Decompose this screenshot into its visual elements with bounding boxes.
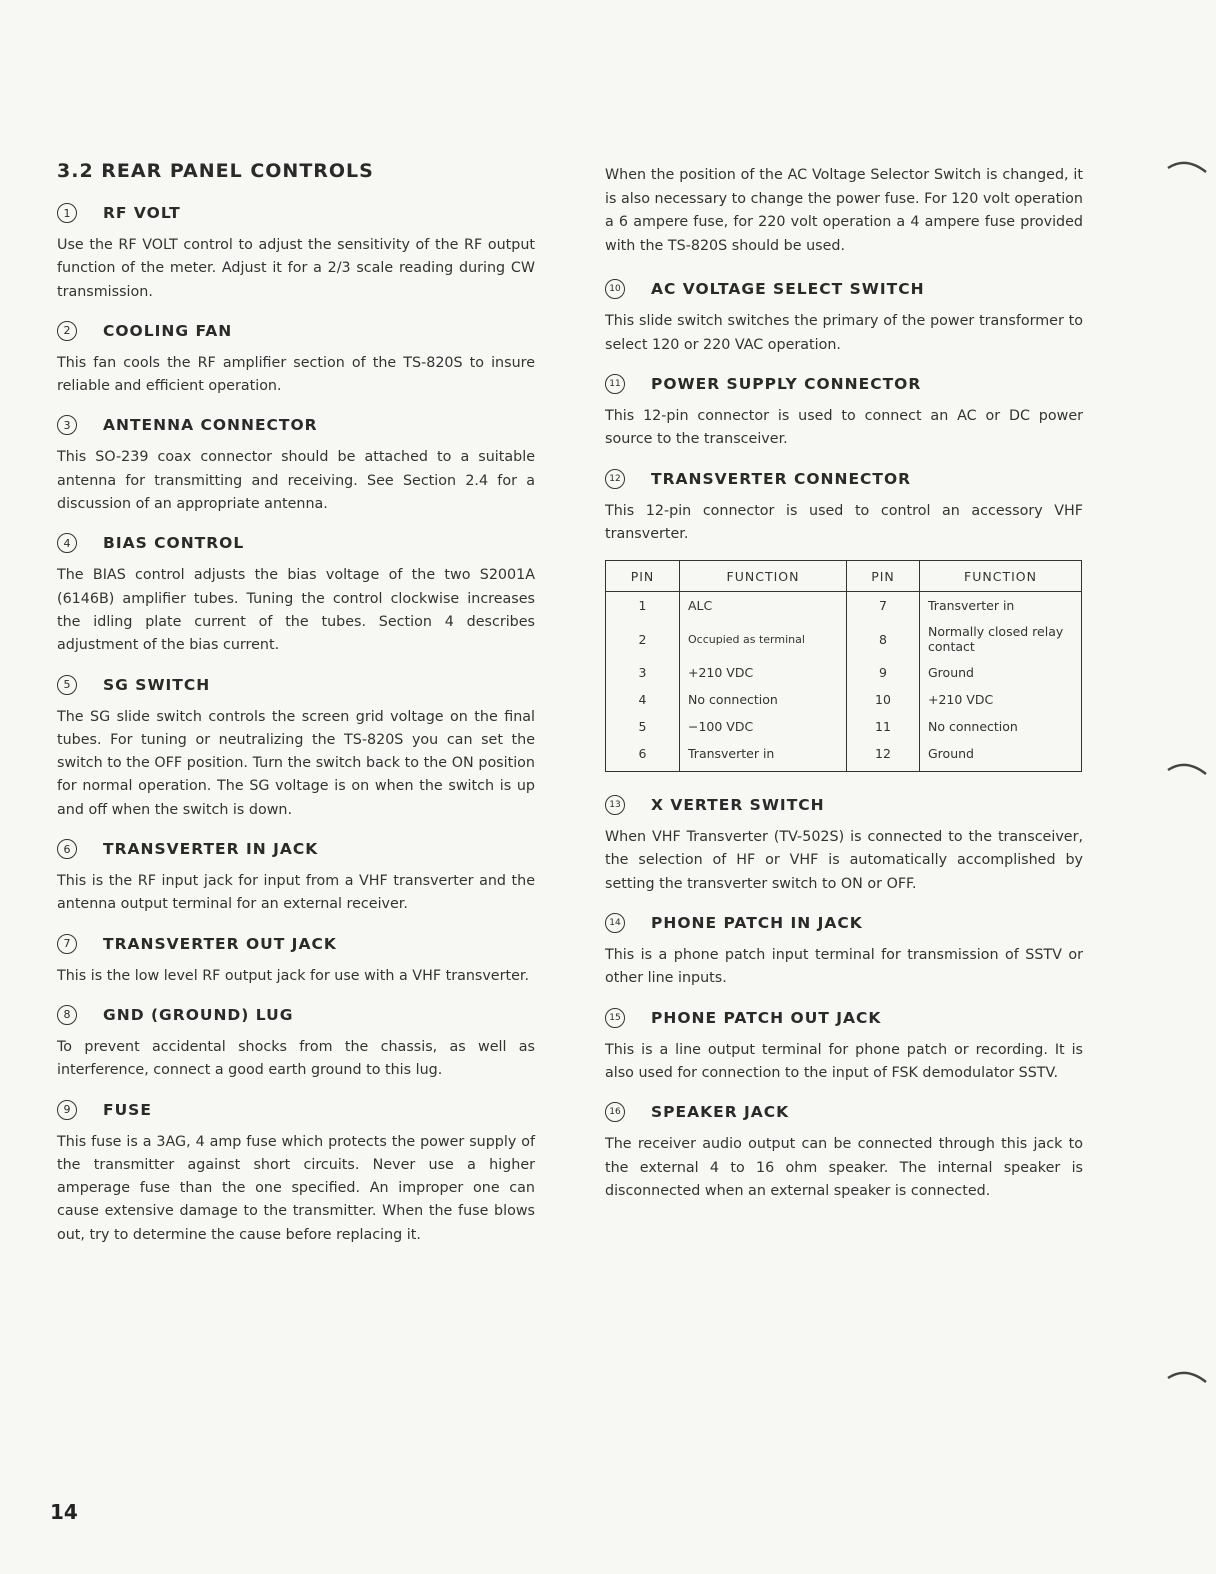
item-phone-patch-out-jack — [605, 1005, 1083, 1086]
item-title: POWER SUPPLY CONNECTOR — [651, 374, 922, 393]
function-cell: Transverter in — [680, 740, 847, 772]
item-title: SPEAKER JACK — [651, 1103, 790, 1122]
item-body: This fan cools the RF amplifier section of the TS-820S to insure reliable and efficient operation. — [57, 354, 535, 395]
item-power-supply-connector — [605, 371, 1083, 452]
left-column — [57, 150, 535, 1261]
table-row — [606, 713, 1082, 740]
item-title: PHONE PATCH OUT JACK — [651, 1008, 882, 1027]
item-gnd-lug — [57, 1002, 535, 1083]
item-number: 13 — [605, 795, 625, 815]
item-sg-switch — [57, 672, 535, 822]
item-number: 5 — [57, 675, 77, 695]
item-body: This is a phone patch input terminal for transmission of SSTV or other line inputs. — [605, 947, 1083, 987]
function-cell: Occupied as terminal — [680, 619, 847, 659]
pin-cell: 6 — [606, 740, 680, 772]
function-cell: +210 VDC — [920, 686, 1082, 713]
function-cell: ALC — [680, 592, 847, 620]
item-title: RF VOLT — [103, 204, 181, 222]
item-number: 15 — [605, 1008, 625, 1028]
page-number: 14 — [50, 1500, 78, 1524]
pin-cell: 8 — [847, 619, 920, 659]
right-column — [605, 164, 1083, 1217]
item-body: This is the RF input jack for input from a VHF transverter and the antenna output terminal for an external receiver. — [57, 873, 535, 913]
item-number: 7 — [57, 934, 77, 954]
table-header: FUNCTION — [680, 561, 847, 592]
pin-cell: 4 — [606, 686, 680, 713]
item-body: This is a line output terminal for phone patch or recording. It is also used for connection to the input of FSK demodulator SSTV. — [605, 1041, 1083, 1081]
table-header-row — [606, 561, 1082, 592]
binder-hole-icon — [1156, 752, 1216, 812]
item-rf-volt — [57, 200, 535, 304]
pin-cell: 11 — [847, 713, 920, 740]
item-body: This 12-pin connector is used to connect an AC or DC power source to the transceiver. — [605, 407, 1083, 448]
table-row — [606, 659, 1082, 686]
item-transverter-connector — [605, 466, 1083, 547]
table-row — [606, 740, 1082, 772]
pin-cell: 10 — [847, 686, 920, 713]
table-header: PIN — [847, 561, 920, 592]
item-phone-patch-in-jack — [605, 910, 1083, 991]
function-cell: No connection — [920, 713, 1082, 740]
table-header: FUNCTION — [920, 561, 1082, 592]
item-transverter-out-jack — [57, 931, 535, 988]
item-number: 2 — [57, 321, 77, 341]
binder-hole-icon — [1156, 1360, 1216, 1420]
table-row — [606, 619, 1082, 659]
function-cell: No connection — [680, 686, 847, 713]
item-title: COOLING FAN — [103, 321, 233, 340]
function-cell: Ground — [920, 740, 1082, 772]
item-speaker-jack — [605, 1099, 1083, 1203]
item-body: The BIAS control adjusts the bias voltage of the two S2001A (6146B) amplifier tubes. Tuning the control clockwise increases the idling plate current of the tubes. Section 4 describes adjustment of the bias current. — [57, 567, 535, 654]
item-body: This is the low level RF output jack for use with a VHF transverter. — [57, 967, 529, 984]
item-body: This 12-pin connector is used to control an accessory VHF transverter. — [605, 502, 1083, 542]
item-transverter-in-jack — [57, 836, 535, 917]
item-title: GND (GROUND) LUG — [103, 1005, 294, 1024]
item-number: 8 — [57, 1005, 77, 1025]
item-body: This SO-239 coax connector should be attached to a suitable antenna for transmitting and receiving. See Section 2.4 for a discussion of an appropriate antenna. — [57, 449, 535, 513]
item-title: PHONE PATCH IN JACK — [651, 914, 863, 933]
item-cooling-fan — [57, 318, 535, 399]
item-title: TRANSVERTER IN JACK — [103, 840, 319, 859]
pin-cell: 1 — [606, 592, 680, 620]
pin-assignment-table — [605, 560, 1082, 772]
item-number: 10 — [605, 279, 625, 299]
pin-cell: 12 — [847, 740, 920, 772]
function-cell: Transverter in — [920, 592, 1082, 620]
item-number: 12 — [605, 469, 625, 489]
item-title: BIAS CONTROL — [103, 534, 245, 553]
table-header: PIN — [606, 561, 680, 592]
item-title: FUSE — [103, 1100, 152, 1119]
item-number: 3 — [57, 415, 77, 435]
function-cell: −100 VDC — [680, 713, 847, 740]
table-row — [606, 592, 1082, 620]
item-title: AC VOLTAGE SELECT SWITCH — [651, 280, 925, 299]
pin-cell: 7 — [847, 592, 920, 620]
pin-cell: 2 — [606, 619, 680, 659]
function-cell: +210 VDC — [680, 659, 847, 686]
item-title: SG SWITCH — [103, 675, 211, 694]
item-title: TRANSVERTER CONNECTOR — [651, 469, 912, 488]
item-body: The SG slide switch controls the screen grid voltage on the final tubes. For tuning or neutralizing the TS-820S you can set the switch to the OFF position. Turn the switch back to the ON position for normal operation. The SG voltage is on when the switch is up and off when the switch is down. — [57, 708, 535, 818]
item-antenna-connector — [57, 412, 535, 516]
item-number: 6 — [57, 839, 77, 859]
pin-cell: 9 — [847, 659, 920, 686]
item-number: 1 — [57, 203, 77, 223]
item-bias-control — [57, 530, 535, 657]
binder-hole-icon — [1156, 150, 1216, 210]
item-number: 4 — [57, 533, 77, 553]
function-cell: Ground — [920, 659, 1082, 686]
item-body: This fuse is a 3AG, 4 amp fuse which protects the power supply of the transmitter against short circuits. Never use a higher amperage fuse than the one specified. An improper one can cause extensive damage to the transmitter. When the fuse blows out, try to determine the cause before replacing it. — [57, 1133, 535, 1243]
item-body: Use the RF VOLT control to adjust the sensitivity of the RF output function of the meter. Adjust it for a 2/3 scale reading during CW transmission. — [57, 237, 535, 300]
item-body: The receiver audio output can be connected through this jack to the external 4 to 16 ohm speaker. The internal speaker is disconnected when an external speaker is connected. — [605, 1136, 1083, 1199]
item-fuse — [57, 1097, 535, 1247]
item-body: To prevent accidental shocks from the chassis, as well as interference, connect a good earth ground to this lug. — [57, 1038, 535, 1079]
item-number: 16 — [605, 1102, 625, 1122]
item-ac-voltage-select-switch — [605, 276, 1083, 357]
ac-selector-note: When the position of the AC Voltage Selector Switch is changed, it is also necessary to change the power fuse. For 120 volt operation a 6 ampere fuse, for 220 volt operation a 4 ampere fuse provided with the TS-820S should be used. — [605, 167, 1083, 254]
item-number: 9 — [57, 1100, 77, 1120]
function-cell: Normally closed relay contact — [920, 619, 1082, 659]
item-number: 11 — [605, 374, 625, 394]
item-x-verter-switch — [605, 792, 1083, 896]
section-title: 3.2 REAR PANEL CONTROLS — [57, 160, 374, 182]
table-row — [606, 686, 1082, 713]
item-title: X VERTER SWITCH — [651, 796, 825, 815]
item-body: This slide switch switches the primary of the power transformer to select 120 or 220 VAC operation. — [605, 313, 1083, 353]
pin-cell: 3 — [606, 659, 680, 686]
item-title: ANTENNA CONNECTOR — [103, 416, 318, 435]
item-body: When VHF Transverter (TV-502S) is connected to the transceiver, the selection of HF or VHF is automatically accomplished by setting the transverter switch to ON or OFF. — [605, 829, 1083, 892]
item-title: TRANSVERTER OUT JACK — [103, 934, 337, 953]
pin-cell: 5 — [606, 713, 680, 740]
item-number: 14 — [605, 913, 625, 933]
